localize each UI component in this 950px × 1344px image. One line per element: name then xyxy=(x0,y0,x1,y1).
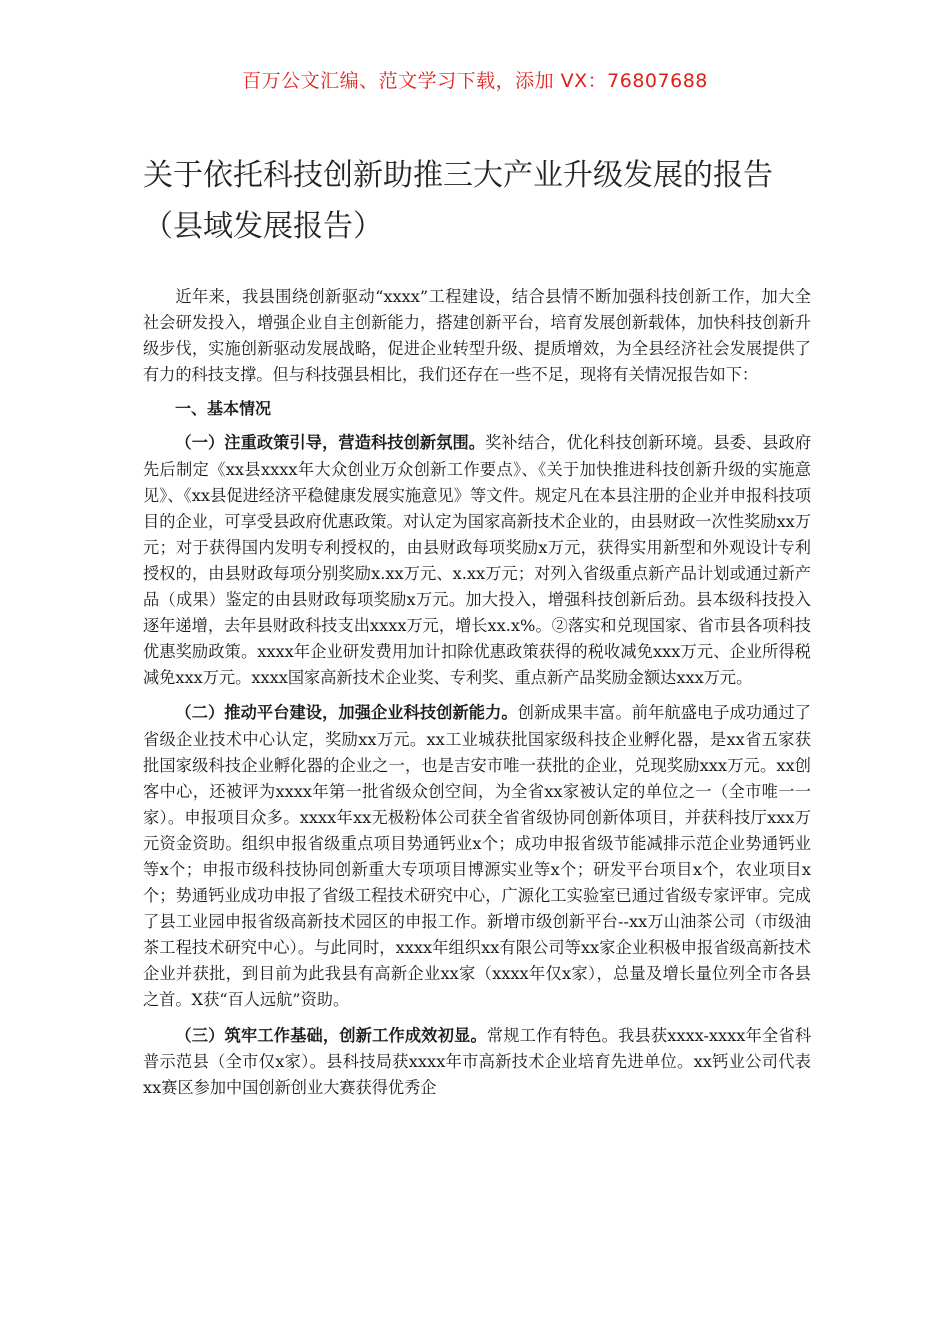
paragraph-lead: （二）推动平台建设，加强企业科技创新能力。 xyxy=(175,703,518,723)
paragraph-lead: （三）筑牢工作基础，创新工作成效初显。 xyxy=(175,1025,487,1045)
section-paragraph-1 xyxy=(143,430,811,691)
paragraph-text: 常规工作有特色。我县获xxxx-xxxx年全省科普示范县（全市仅x家）。县科技局获xxxx年市高新技术企业培育先进单位。xx钙业公司代表xx赛区参加中国创新创业大赛获得优秀企 xyxy=(143,1025,811,1097)
section-paragraph-2 xyxy=(143,700,811,1013)
paragraph-text: 奖补结合，优化科技创新环境。县委、县政府先后制定《xx县xxxx年大众创业万众创新工作要点》、《关于加快推进科技创新升级的实施意见》、《xx县促进经济平稳健康发展实施意见》等文件。规定凡在本县注册的企业并申报科技项目的企业，可享受县政府优惠政策。对认定为国家高新技术企业的，由县财政一次性奖励xx万元；对于获得国内发明专利授权的，由县财政每项奖励x万元，获得实用新型和外观设计专利授权的，由县财政每项分别奖励x.xx万元、x.xx万元；对列入省级重点新产品计划或通过新产品（成果）鉴定的由县财政每项奖励x万元。加大投入，增强科技创新后劲。县本级科技投入逐年递增，去年县财政科技支出xxxx万元，增长xx.x%。②落实和兑现国家、省市县各项科技优惠奖励政策。xxxx年企业研发费用加计扣除优惠政策获得的税收减免xxx万元、企业所得税减免xxx万元。xxxx国家高新技术企业奖、专利奖、重点新产品奖励金额达xxx万元。 xyxy=(143,433,812,688)
section-paragraph-3 xyxy=(143,1023,811,1101)
intro-paragraph: 近年来，我县围绕创新驱动“xxxx”工程建设，结合县情不断加强科技创新工作，加大全社会研发投入，增强企业自主创新能力，搭建创新平台，培育发展创新载体，加快科技创新升级步伐，实施创新驱动发展战略，促进企业转型升级、提质增效，为全县经济社会发展提供了有力的科技支撑。但与科技强县相比，我们还存在一些不足，现将有关情况报告如下： xyxy=(143,287,811,385)
paragraph-text: 创新成果丰富。前年航盛电子成功通过了省级企业技术中心认定，奖励xx万元。xx工业城获批国家级科技企业孵化器，是xx省五家获批国家级科技企业孵化器的企业之一，也是吉安市唯一获批的企业，兑现奖励xxx万元。xx创客中心，还被评为xxxx年第一批省级众创空间，为全省xx家被认定的单位之一（全市唯一一家）。申报项目众多。xxxx年xx无极粉体公司获全省省级协同创新体项目，并获科技厅xxx万元资金资助。组织申报省级重点项目势通钙业x个；成功申报省级节能减排示范企业势通钙业等x个；申报市级科技协同创新重大专项项目博源实业等x个；研发平台项目x个，农业项目x个；势通钙业成功申报了省级工程技术研究中心，广源化工实验室已通过省级专家评审。完成了县工业园申报省级高新技术园区的申报工作。新增市级创新平台--xx万山油茶公司（市级油茶工程技术研究中心）。与此同时，xxxx年组织xx有限公司等xx家企业积极申报省级高新技术企业并获批，到目前为此我县有高新企业xx家（xxxx年仅x家），总量及增长量位列全市各县之首。X获“百人远航”资助。 xyxy=(143,703,811,1010)
document-body xyxy=(143,284,811,1101)
document-title: 关于依托科技创新助推三大产业升级发展的报告（县域发展报告） xyxy=(143,158,773,244)
section-heading: 一、基本情况 xyxy=(175,399,272,419)
paragraph-lead: （一）注重政策引导，营造科技创新氛围。 xyxy=(175,433,486,453)
promo-banner: 百万公文汇编、范文学习下载，添加 VX：76807688 xyxy=(242,70,708,92)
